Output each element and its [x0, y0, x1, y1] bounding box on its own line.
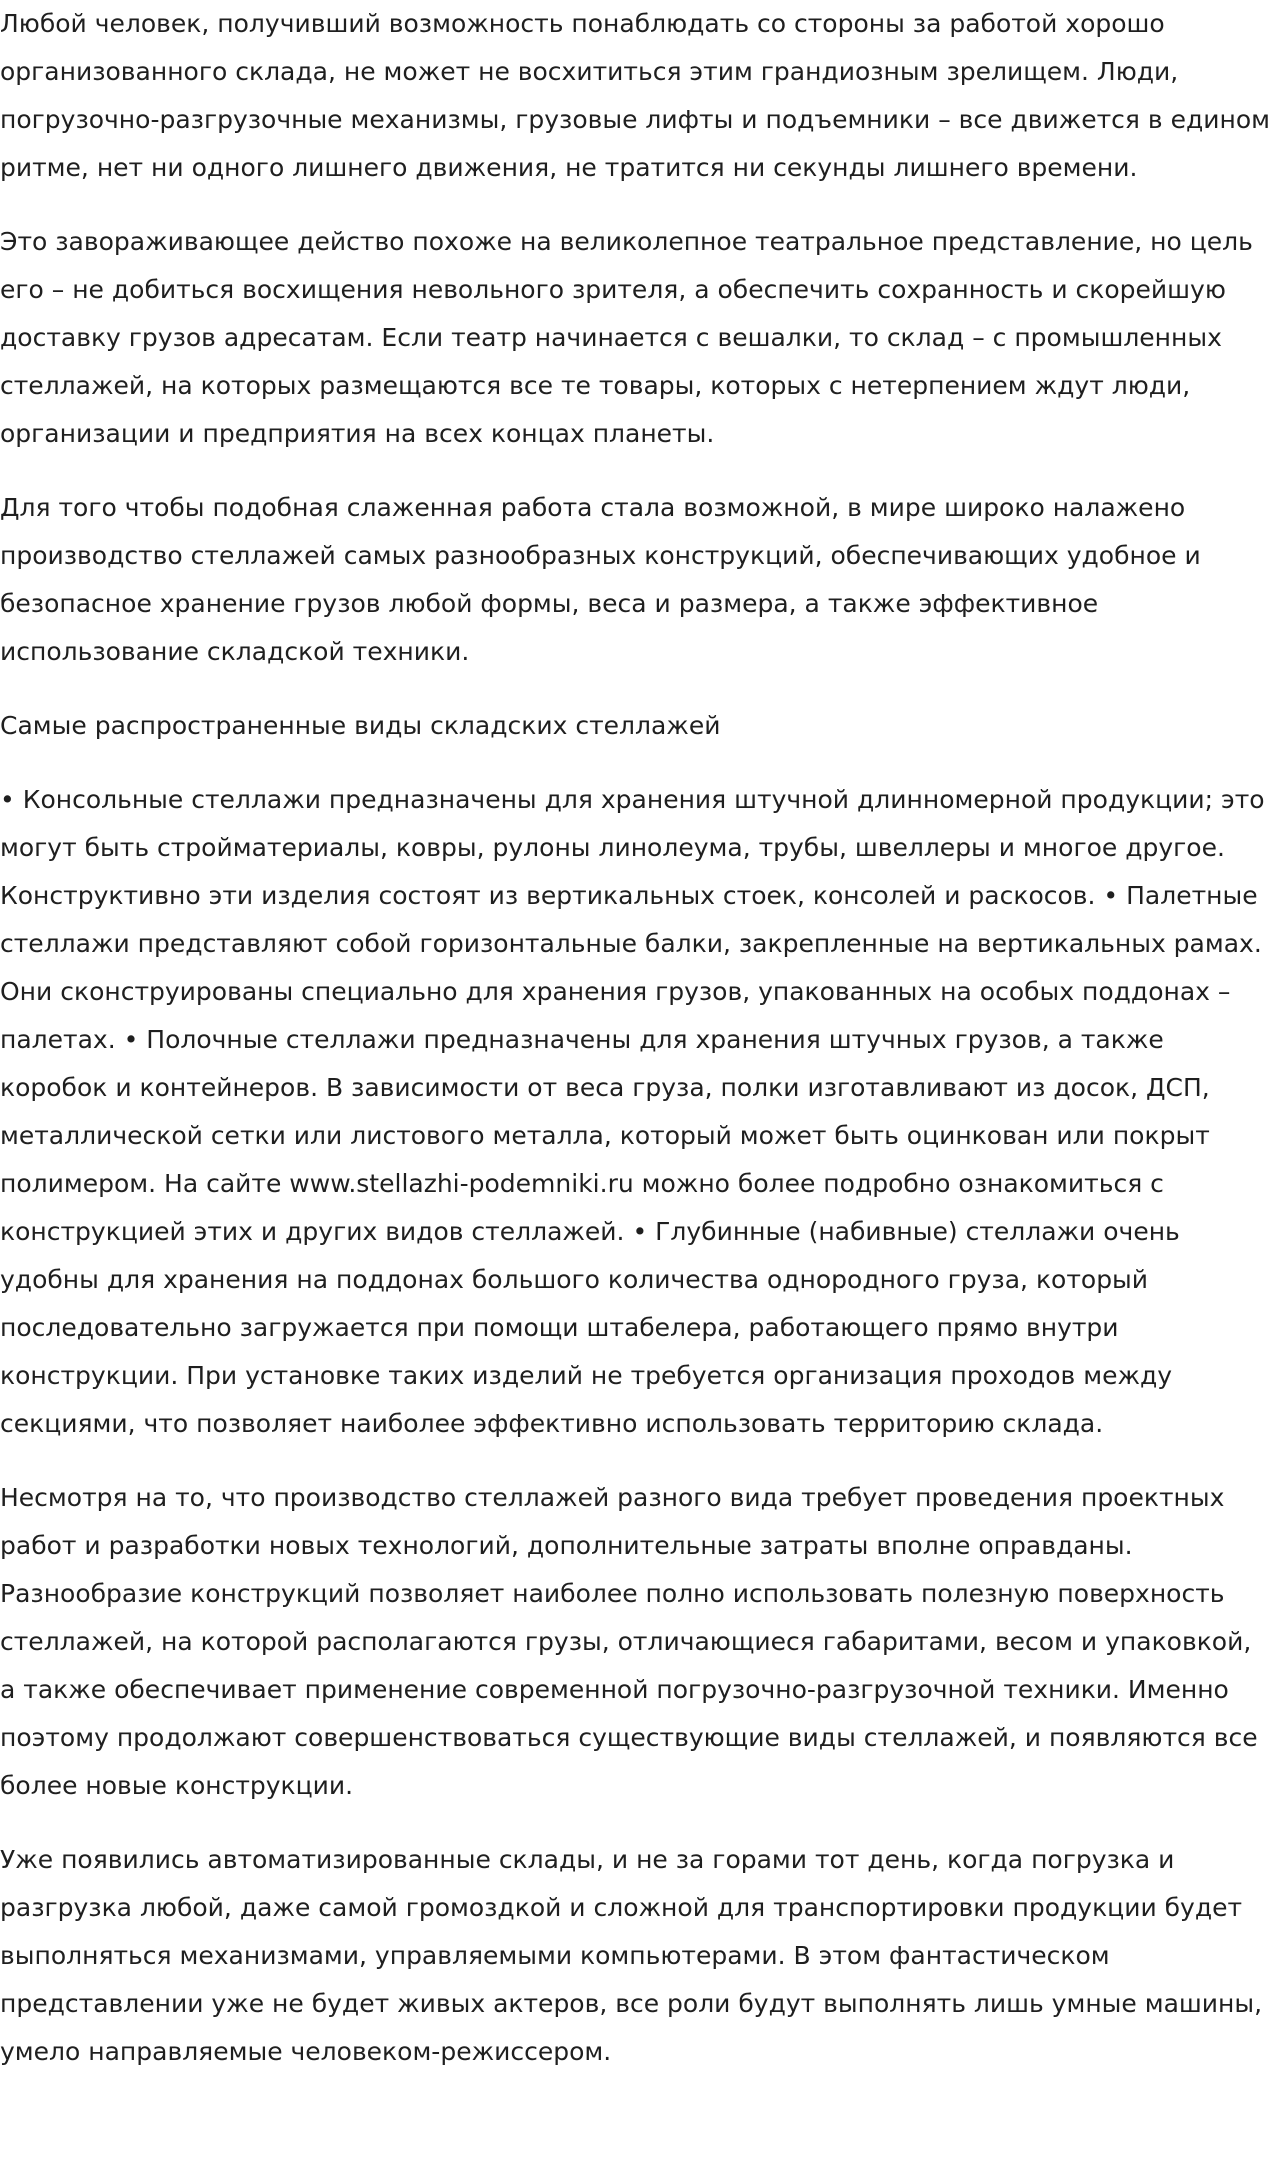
paragraph-theatre: Это завораживающее действо похоже на великолепное театральное представление, но цель его – не добиться восхищения невольного зрителя, а обеспечить сохранность и скорейшую доставку грузов адресатам. Если театр начинается с вешалки, то склад – с промышленных стеллажей, на которых размещаются все те товары, которых с нетерпением ждут люди, организации и предприятия на всех концах планеты.	[0, 227, 1253, 448]
paragraph-automation: Уже появились автоматизированные склады, и не за горами тот день, когда погрузка и разгрузка любой, даже самой громоздкой и сложной для транспортировки продукции будет выполняться механизмами, управляемыми компьютерами. В этом фантастическом представлении уже не будет живых актеров, все роли будут выполнять лишь умные машины, умело направляемые человеком-режиссером.	[0, 1845, 1263, 2066]
paragraph-rack-types: • Консольные стеллажи предназначены для хранения штучной длинномерной продукции; это могут быть стройматериалы, ковры, рулоны линолеума, трубы, швеллеры и многое другое. Конструктивно эти изделия состоят из вертикальных стоек, консолей и раскосов. • Палетные стеллажи представляют собой горизонтальные балки, закрепленные на вертикальных рамах. Они сконструированы специально для хранения грузов, упакованных на особых поддонах – палетах. • Полочные стеллажи предназначены для хранения штучных грузов, а также коробок и контейнеров. В зависимости от веса груза, полки изготавливают из досок, ДСП, металлической сетки или листового металла, который может быть оцинкован или покрыт полимером. На сайте www.stellazhi-podemniki.ru можно более подробно ознакомиться с конструкцией этих и других видов стеллажей. • Глубинные (набивные) стеллажи очень удобны для хранения на поддонах большого количества однородного груза, который последовательно загружается при помощи штабелера, работающего прямо внутри конструкции. При установке таких изделий не требуется организация проходов между секциями, что позволяет наиболее эффективно использовать территорию склада.	[0, 785, 1265, 1438]
paragraph-intro: Любой человек, получивший возможность понаблюдать со стороны за работой хорошо организованного склада, не может не восхититься этим грандиозным зрелищем. Люди, погрузочно-разгрузочные механизмы, грузовые лифты и подъемники – все движется в едином ритме, нет ни одного лишнего движения, не тратится ни секунды лишнего времени.	[0, 9, 1270, 182]
paragraph-costs: Несмотря на то, что производство стеллажей разного вида требует проведения проектных работ и разработки новых технологий, дополнительные затраты вполне оправданы. Разнообразие конструкций позволяет наиболее полно использовать полезную поверхность стеллажей, на которой располагаются грузы, отличающиеся габаритами, весом и упаковкой, а также обеспечивает применение современной погрузочно-разгрузочной техники. Именно поэтому продолжают совершенствоваться существующие виды стеллажей, и появляются все более новые конструкции.	[0, 1483, 1258, 1800]
paragraph-production: Для того чтобы подобная слаженная работа стала возможной, в мире широко налажено производство стеллажей самых разнообразных конструкций, обеспечивающих удобное и безопасное хранение грузов любой формы, веса и размера, а также эффективное использование складской техники.	[0, 493, 1201, 666]
section-heading: Самые распространенные виды складских стеллажей	[0, 711, 721, 740]
